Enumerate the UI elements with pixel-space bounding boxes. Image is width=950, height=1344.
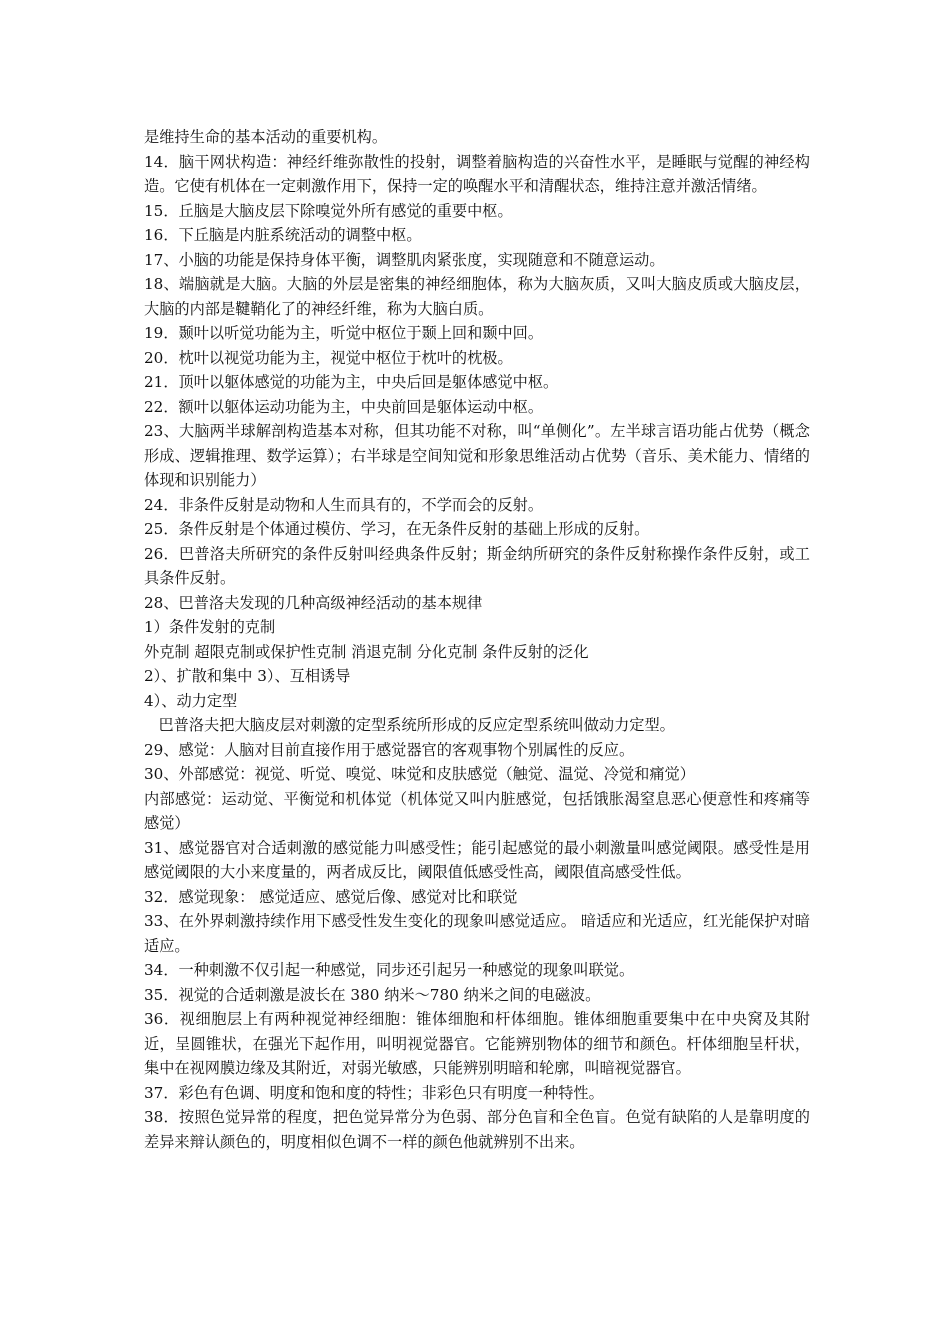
paragraph-30-external-sensation: 30、外部感觉：视觉、听觉、嗅觉、味觉和皮肤感觉（触觉、温觉、冷觉和痛觉） <box>144 765 695 783</box>
paragraph-15-thalamus: 15．丘脑是大脑皮层下除嗅觉外所有感觉的重要中枢。 <box>144 201 513 220</box>
list-item-inhibition: 1）条件发射的克制 <box>144 618 276 636</box>
list-item-dynamic-stereotype: 4）、动力定型 <box>144 691 238 710</box>
paragraph-17-cerebellum: 17、小脑的功能是保持身体平衡，调整肌肉紧张度，实现随意和不随意运动。 <box>144 250 665 269</box>
paragraph-20-occipital-lobe: 20．枕叶以视觉功能为主，视觉中枢位于枕叶的枕极。 <box>144 348 513 367</box>
paragraph-25-conditioned-reflex: 25．条件反射是个体通过模仿、学习，在无条件反射的基础上形成的反射。 <box>144 520 650 538</box>
paragraph-31-sensitivity-threshold: 31、感觉器官对合适刺激的感觉能力叫感受性；能引起感觉的最小刺激量叫感觉阈限。感受性是用感觉阈限的大小来度量的，两者成反比，阈限值低感受性高，阈限值高感受性低。 <box>144 838 810 881</box>
document-page <box>144 125 810 1154</box>
paragraph-24-unconditioned-reflex: 24．非条件反射是动物和人生而具有的，不学而会的反射。 <box>144 495 544 514</box>
paragraph-18-telencephalon: 18、端脑就是大脑。大脑的外层是密集的神经细胞体，称为大脑灰质，又叫大脑皮质或大脑皮层，大脑的内部是鞬鞘化了的神经纤维，称为大脑白质。 <box>144 275 810 318</box>
paragraph-35-visual-stimulus: 35．视觉的合适刺激是波长在 380 纳米～780 纳米之间的电磁波。 <box>144 985 601 1004</box>
paragraph-36-cones-rods: 36．视细胞层上有两种视觉神经细胞：锥体细胞和杆体细胞。锥体细胞重要集中在中央窝及其附近，呈圆锥状，在强光下起作用，叫明视觉器官。它能辨别物体的细节和颜色。杆体细胞呈杆状，集中在视网膜边缘及其附近，对弱光敏感，只能辨别明暗和轮廓，叫暗视觉器官。 <box>144 1010 810 1077</box>
paragraph-21-parietal-lobe: 21．顶叶以躯体感觉的功能为主，中央后回是躯体感觉中枢。 <box>144 373 559 391</box>
paragraph-33-sensory-adaptation: 33、在外界刺激持续作用下感受性发生变化的现象叫感觉适应。 暗适应和光适应，红光能保护对暗适应。 <box>144 912 810 955</box>
list-item-irradiation-induction: 2）、扩散和集中 3）、互相诱导 <box>144 667 351 685</box>
paragraph-14-reticular-formation: 14．脑干网状构造：神经纤维弥散性的投射，调整着脑构造的兴奋性水平，是睡眠与觉醒的神经构造。它使有机体在一定刺激作用下，保持一定的唤醒水平和清醒状态，维持注意并激活情绪。 <box>144 152 810 195</box>
paragraph-23-lateralization: 23、大脑两半球解剖构造基本对称，但其功能不对称，叫“单侧化”。左半球言语功能占优势（概念形成、逻辑推理、数学运算）；右半球是空间知觉和形象思维活动占优势（音乐、美术能力、情绪的体现和识别能力） <box>144 422 810 489</box>
paragraph-32-sensory-phenomena: 32．感觉现象： 感觉适应、感觉后像、感觉对比和联觉 <box>144 887 518 906</box>
paragraph-19-temporal-lobe: 19．颞叶以听觉功能为主，听觉中枢位于颞上回和颞中回。 <box>144 324 544 342</box>
paragraph-dynamic-stereotype-definition: 巴普洛夫把大脑皮层对刺激的定型系统所形成的反应定型系统叫做动力定型。 <box>158 716 675 734</box>
paragraph-22-frontal-lobe: 22．额叶以躯体运动功能为主，中央前回是躯体运动中枢。 <box>144 397 544 416</box>
paragraph-continuation: 是维持生命的基本活动的重要机构。 <box>144 128 387 146</box>
paragraph-29-sensation: 29、感觉：人脑对目前直接作用于感觉器官的客观事物个别属性的反应。 <box>144 740 635 759</box>
paragraph-37-color-properties: 37．彩色有色调、明度和饱和度的特性；非彩色只有明度一种特性。 <box>144 1083 604 1102</box>
paragraph-26-classical-conditioning: 26．巴普洛夫所研究的条件反射叫经典条件反射；斯金纳所研究的条件反射称操作条件反射，或工具条件反射。 <box>144 544 810 587</box>
paragraph-internal-sensation: 内部感觉：运动觉、平衡觉和机体觉（机体觉又叫内脏感觉，包括饿胀渴窒息恶心便意性和疼痛等感觉） <box>144 789 810 832</box>
paragraph-28-pavlov-laws: 28、巴普洛夫发现的几种高级神经活动的基本规律 <box>144 593 483 612</box>
paragraph-38-color-blindness: 38．按照色觉异常的程度，把色觉异常分为色弱、部分色盲和全色盲。色觉有缺陷的人是靠明度的差异来辩认颜色的，明度相似色调不一样的颜色他就辨别不出来。 <box>144 1108 810 1151</box>
paragraph-34-synesthesia: 34．一种刺激不仅引起一种感觉，同步还引起另一种感觉的现象叫联觉。 <box>144 961 635 979</box>
list-item-inhibition-types: 外克制 超限克制或保护性克制 消退克制 分化克制 条件反射的泛化 <box>144 642 589 661</box>
paragraph-16-hypothalamus: 16．下丘脑是内脏系统活动的调整中枢。 <box>144 226 422 244</box>
